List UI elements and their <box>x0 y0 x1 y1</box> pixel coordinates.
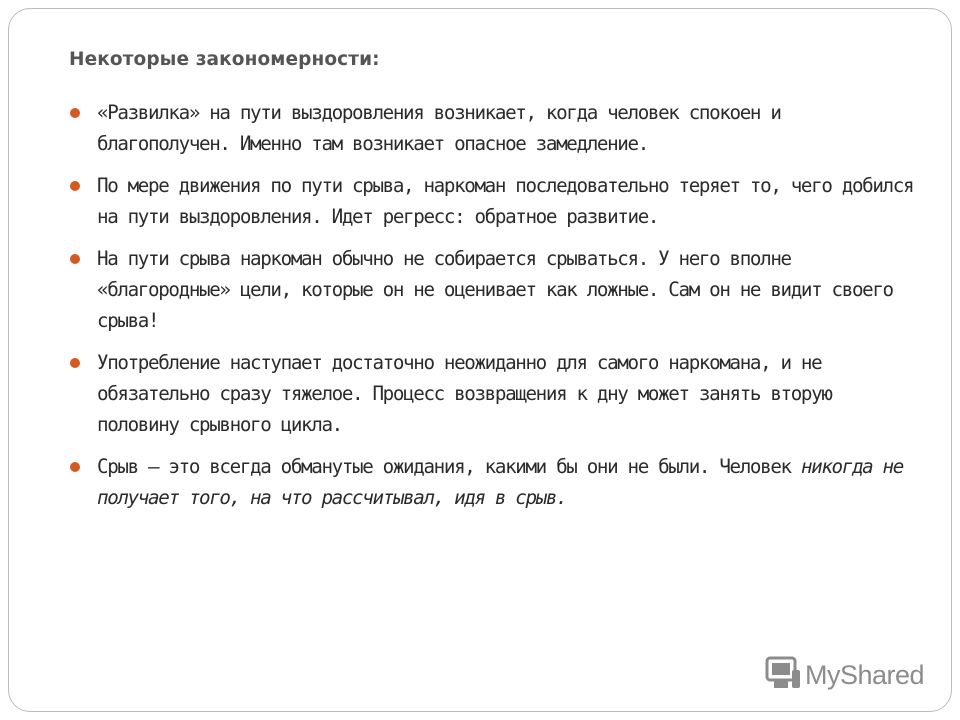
bullet-item-1 <box>69 97 915 159</box>
bullet-item-5 <box>69 451 915 513</box>
bullet-item-2 <box>69 170 915 232</box>
bullet-item-4 <box>69 347 915 440</box>
slide-title: Некоторые закономерности: <box>69 49 380 70</box>
bullet-dot-icon <box>70 358 80 368</box>
bullet-text-5-plain: Срыв – это всегда обманутые ожидания, какими бы они не были. Человек <box>97 455 801 478</box>
slide-frame <box>8 8 952 712</box>
bullet-item-3 <box>69 243 915 336</box>
bullet-text-3: На пути срыва наркоман обычно не собирается срываться. У него вполне «благородные» цели, которые он не оценивает как ложные. Сам он не видит своего срыва! <box>97 247 893 332</box>
bullet-dot-icon <box>70 108 80 118</box>
watermark-text: MyShared <box>805 659 925 690</box>
bullet-list <box>69 97 915 524</box>
bullet-text-5-italic: никогда не получает того, на что рассчитывал, идя в срыв. <box>97 455 903 509</box>
bullet-dot-icon <box>70 462 80 472</box>
bullet-dot-icon <box>70 181 80 191</box>
bullet-text-4: Употребление наступает достаточно неожиданно для самого наркомана, и не обязательно сразу тяжелое. Процесс возвращения к дну может занять вторую половину срывного цикла. <box>97 351 832 436</box>
mobile-app-icon <box>765 656 801 695</box>
bullet-text-2: По мере движения по пути срыва, наркоман последовательно теряет то, чего добился на пути выздоровления. Идет регресс: обратное развитие. <box>97 174 914 228</box>
watermark[interactable] <box>765 655 924 695</box>
bullet-dot-icon <box>70 254 80 264</box>
bullet-text-1: «Развилка» на пути выздоровления возникает, когда человек спокоен и благополучен. Именно там возникает опасное замедление. <box>97 101 781 155</box>
